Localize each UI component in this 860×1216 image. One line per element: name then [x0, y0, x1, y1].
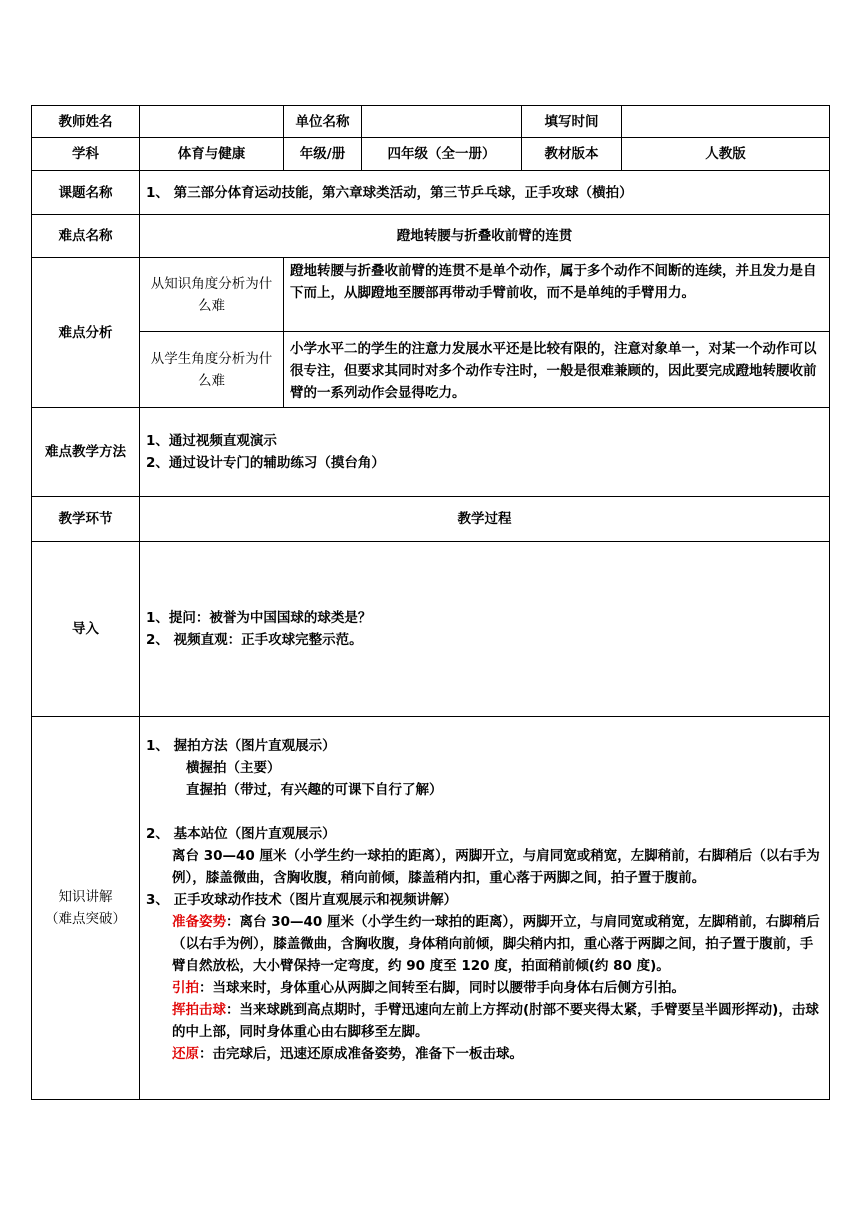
method-row	[32, 408, 830, 497]
teacher-label: 教师姓名	[32, 106, 140, 138]
analysis-row-2	[32, 332, 830, 408]
difficulty-value: 蹬地转腰与折叠收前臂的连贯	[140, 215, 830, 258]
student-angle-label: 从学生角度分析为什么难	[140, 332, 284, 408]
grip-vertical: 直握拍（带过，有兴趣的可课下自行了解）	[186, 782, 443, 798]
edition-value: 人教版	[622, 138, 830, 171]
spacer	[146, 801, 823, 823]
header-row-1	[32, 106, 830, 138]
analysis-row-1	[32, 258, 830, 332]
stance-title: 2、 基本站位（图片直观展示）	[146, 826, 336, 842]
stage-label: 教学环节	[32, 497, 140, 542]
backswing-text: ：当球来时，身体重心从两脚之间转至右脚，同时以腰带手向身体右后侧方引拍。	[199, 980, 685, 996]
knowledge-label-line2: （难点突破）	[45, 911, 126, 927]
knowledge-content	[140, 717, 830, 1100]
subject-value: 体育与健康	[140, 138, 284, 171]
process-header-row	[32, 497, 830, 542]
stroke-title: 3、 正手攻球动作技术（图片直观展示和视频讲解）	[146, 892, 458, 908]
ready-label: 准备姿势	[172, 914, 226, 930]
teacher-value	[140, 106, 284, 138]
grade-value: 四年级（全一册）	[362, 138, 522, 171]
hit-paragraph	[146, 999, 823, 1043]
hit-text: ：当来球跳到高点期时，手臂迅速向左前上方挥动(肘部不要夹得太紧，手臂要呈半圆形挥动)，击球的中上部，同时身体重心由右脚移至左脚。	[172, 1002, 819, 1040]
hit-label: 挥拍击球	[172, 1002, 226, 1018]
grip-horizontal: 横握拍（主要）	[186, 760, 281, 776]
process-label: 教学过程	[140, 497, 830, 542]
knowledge-angle-text: 蹬地转腰与折叠收前臂的连贯不是单个动作，属于多个动作不间断的连续，并且发力是自下而上，从脚蹬地至腰部再带动手臂前收，而不是单纯的手臂用力。	[284, 258, 830, 332]
stance-text: 离台 30—40 厘米（小学生约一球拍的距离），两脚开立，与肩同宽或稍宽，左脚稍前，右脚稍后（以右手为例），膝盖微曲，含胸收腹，稍向前倾，膝盖稍内扣，重心落于两脚之间，拍子置于腹前。	[172, 848, 820, 886]
knowledge-angle-label: 从知识角度分析为什么难	[140, 258, 284, 332]
unit-value	[362, 106, 522, 138]
subject-label: 学科	[32, 138, 140, 171]
header-row-2	[32, 138, 830, 171]
time-label: 填写时间	[522, 106, 622, 138]
intro-label: 导入	[32, 542, 140, 717]
method-item-2: 2、通过设计专门的辅助练习（摸台角）	[146, 455, 385, 471]
reset-paragraph	[146, 1043, 823, 1065]
knowledge-row	[32, 717, 830, 1100]
topic-row	[32, 171, 830, 215]
analysis-label: 难点分析	[32, 258, 140, 408]
time-value	[622, 106, 830, 138]
reset-text: ：击完球后，迅速还原成准备姿势，准备下一板击球。	[199, 1046, 523, 1062]
intro-item-1: 1、提问：被誉为中国国球的球类是？	[146, 610, 372, 626]
method-item-1: 1、通过视频直观演示	[146, 433, 277, 449]
difficulty-row	[32, 215, 830, 258]
grade-label: 年级/册	[284, 138, 362, 171]
difficulty-label: 难点名称	[32, 215, 140, 258]
topic-value: 1、 第三部分体育运动技能，第六章球类活动，第三节乒乓球，正手攻球（横拍）	[140, 171, 830, 215]
reset-label: 还原	[172, 1046, 199, 1062]
knowledge-label-line1: 知识讲解	[58, 889, 113, 905]
knowledge-label	[32, 717, 140, 1100]
student-angle-text: 小学水平二的学生的注意力发展水平还是比较有限的，注意对象单一，对某一个动作可以很专注，但要求其同时对多个动作专注时，一般是很难兼顾的，因此要完成蹬地转腰收前臂的一系列动作会显得吃力。	[284, 332, 830, 408]
intro-row	[32, 542, 830, 717]
intro-item-2: 2、 视频直观：正手攻球完整示范。	[146, 632, 363, 648]
backswing-paragraph	[146, 977, 823, 999]
unit-label: 单位名称	[284, 106, 362, 138]
topic-label: 课题名称	[32, 171, 140, 215]
method-content	[140, 408, 830, 497]
method-label: 难点教学方法	[32, 408, 140, 497]
lesson-plan-table	[31, 105, 830, 1100]
intro-content	[140, 542, 830, 717]
edition-label: 教材版本	[522, 138, 622, 171]
ready-text: ：离台 30—40 厘米（小学生约一球拍的距离），两脚开立，与肩同宽或稍宽，左脚稍前，右脚稍后（以右手为例），膝盖微曲，含胸收腹，身体稍向前倾，脚尖稍内扣，重心落于两脚之间，拍子置于腹前，手臂自然放松，大小臂保持一定弯度，约 90 度至 120 度，拍面稍前倾(约 80 度)。	[172, 914, 820, 974]
ready-paragraph	[146, 911, 823, 977]
backswing-label: 引拍	[172, 980, 199, 996]
grip-title: 1、 握拍方法（图片直观展示）	[146, 738, 336, 754]
